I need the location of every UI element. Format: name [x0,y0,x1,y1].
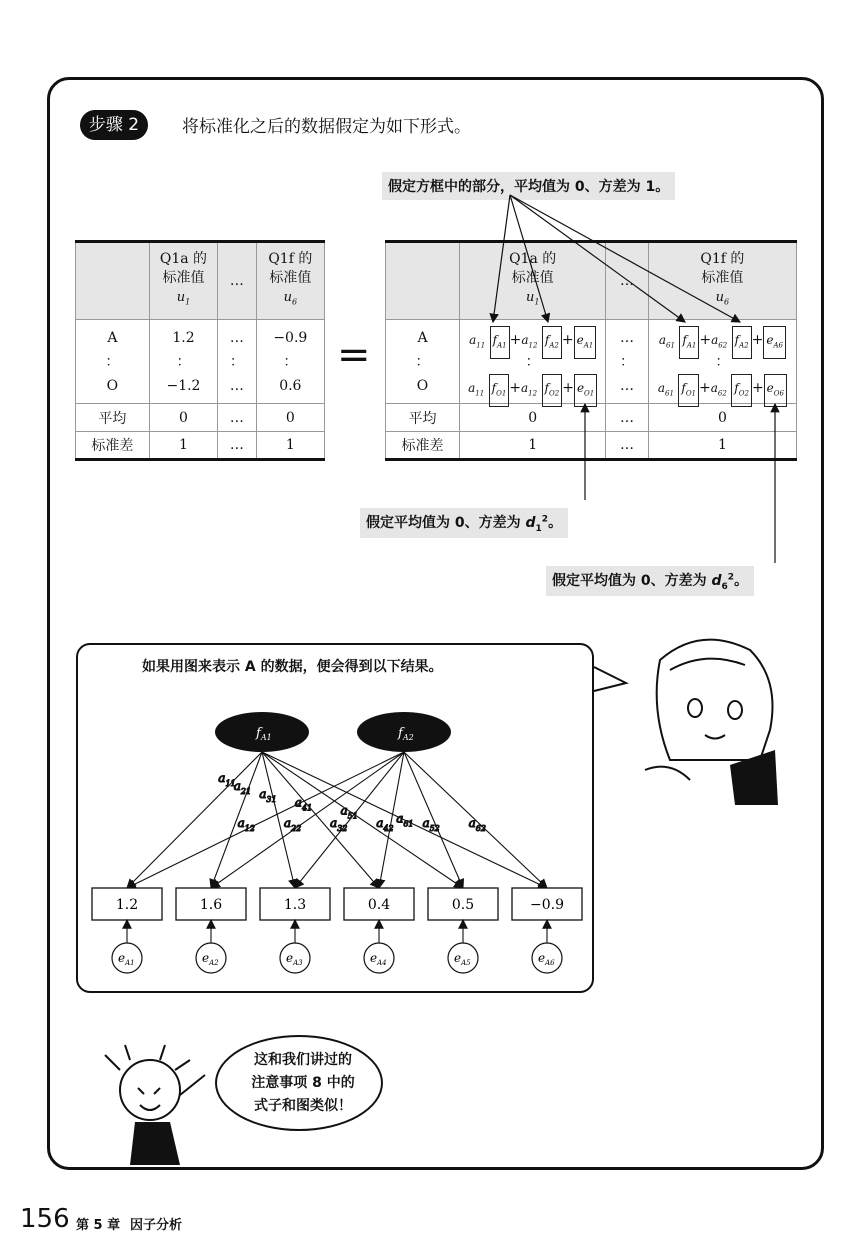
header-q1a-var: $u_1$ [176,290,191,307]
diagram-title: 如果用图来表示 A 的数据，便会得到以下结果。 [142,659,443,675]
callout-mid: 假定平均值为 0、方差为 $d_1^2$。 [360,508,568,538]
loading-label: $a_{12}$ [237,815,255,833]
sd-q1f: 1 [648,432,796,460]
dots-values: … ： … [606,320,649,404]
mean-q1f: 0 [648,404,796,432]
sd-dots: … [606,432,649,460]
small-maid-character-illustration [90,1040,220,1170]
error-node [196,943,226,973]
header-dots: … [218,242,257,320]
observed-value: 1.3 [283,897,307,913]
formula-o-q1f: $a_{61}$ $f_{O1} +a_{62}$ $f_{O2} + e_{O6}$ [649,374,796,398]
factor-fa1-node [215,712,309,752]
error-label: $e_{A1}$ [118,951,135,967]
mean-dots: … [606,404,649,432]
mean-q1a: 0 [149,404,217,432]
sd-q1f: 1 [256,432,324,460]
header-q1f-line1: Q1f 的 [268,251,313,268]
step-badge: 步骤 2 [80,110,148,140]
mean-q1f: 0 [256,404,324,432]
sd-label: 标准差 [76,432,150,460]
formula-a-q1f: $a_{61}$ $f_{A1} +a_{62}$ $f_{A2} + e_{A6}$ [649,326,796,350]
header-q1f-var: $u_6$ [283,290,298,307]
observed-value: 1.6 [199,897,223,913]
header-q1a-line1: Q1a 的 [159,251,208,268]
loading-label: $a_{21}$ [233,779,252,797]
mean-q1a: 0 [460,404,606,432]
header-q1a-line2: 标准值 [162,270,205,287]
loading-label: $a_{61}$ [396,811,414,829]
error-node [448,943,478,973]
sd-dots: … [218,432,257,460]
step-text: 将标准化之后的数据假定为如下形式。 [182,117,471,137]
q1f-values: −0.9 ： 0.6 [256,320,324,404]
callout-bottom: 假定平均值为 0、方差为 $d_6^2$。 [546,566,754,596]
callout-top: 假定方框中的部分，平均值为 0、方差为 1。 [382,172,675,200]
speech-text: 这和我们讲过的 注意事项 8 中的 式子和图类似！ [251,1052,355,1114]
mean-dots: … [218,404,257,432]
header-dots: … [606,242,649,320]
loading-label: $a_{11}$ [218,770,236,788]
error-label: $e_{A2}$ [202,951,219,967]
header-q1f-line2: 标准值 [701,270,744,287]
observed-value: 1.2 [115,897,139,913]
error-node [364,943,394,973]
chapter-title: 因子分析 [130,1218,183,1233]
error-label: $e_{A3}$ [286,951,303,967]
formula-o-q1a: $a_{11}$ $f_{O1} +a_{12}$ $f_{O2} + e_{O1}$ [460,374,605,398]
header-q1f-line1: Q1f 的 [700,251,745,268]
sd-label: 标准差 [386,432,460,460]
sd-q1a: 1 [460,432,606,460]
mean-label: 平均 [386,404,460,432]
maid-character-illustration [630,620,780,810]
chapter-label: 第 5 章 [76,1218,121,1233]
loading-label: $a_{51}$ [340,803,358,821]
loading-label: $a_{32}$ [330,815,348,833]
error-node [280,943,310,973]
dots-values: … ： … [218,320,257,404]
q1f-formulas: $a_{61}$ $f_{A1} +a_{62}$ $f_{A2} + e_{A6}$ ： $a_{61}$ $f_{O1} +a_{62}$ $f_{O2} + e_{O6}$ [648,320,796,404]
observed-value: 0.4 [367,897,391,913]
row-labels: A ： O [386,320,460,404]
error-label: $e_{A6}$ [538,951,555,967]
error-label: $e_{A5}$ [454,951,471,967]
equals-sign: = [337,332,371,378]
loading-label: $a_{42}$ [376,815,394,833]
error-node [532,943,562,973]
loading-label: $a_{22}$ [283,815,302,833]
observed-value: −0.9 [530,897,564,913]
row-labels: A ： O [76,320,150,404]
factor-fa1-label: $f_{A1}$ [256,726,272,742]
error-node [112,943,142,973]
factor-fa2-label: $f_{A2}$ [398,726,414,742]
formula-a-q1a: $a_{11}$ $f_{A1} +a_{12}$ $f_{A2} + e_{A1}$ [460,326,605,350]
sd-q1a: 1 [149,432,217,460]
loading-label: $a_{41}$ [294,795,313,813]
mean-label: 平均 [76,404,150,432]
page-number: 156 [20,1204,70,1234]
factor-fa2-node [357,712,451,752]
loading-label: $a_{31}$ [259,787,277,805]
header-q1f-var: $u_6$ [715,290,730,307]
observed-value: 0.5 [451,897,475,913]
header-q1a-var: $u_1$ [525,290,540,307]
header-q1a-line1: Q1a 的 [509,251,557,268]
loading-label: $a_{62}$ [468,815,486,833]
error-label: $e_{A4}$ [370,951,387,967]
q1a-formulas: $a_{11}$ $f_{A1} +a_{12}$ $f_{A2} + e_{A1}$ ： $a_{11}$ $f_{O1} +a_{12}$ $f_{O2} + e_{O1}$ [460,320,606,404]
header-q1f-line2: 标准值 [269,270,312,287]
loading-label: $a_{52}$ [422,815,440,833]
q1a-values: 1.2 ： −1.2 [149,320,217,404]
header-q1a-line2: 标准值 [511,270,554,287]
